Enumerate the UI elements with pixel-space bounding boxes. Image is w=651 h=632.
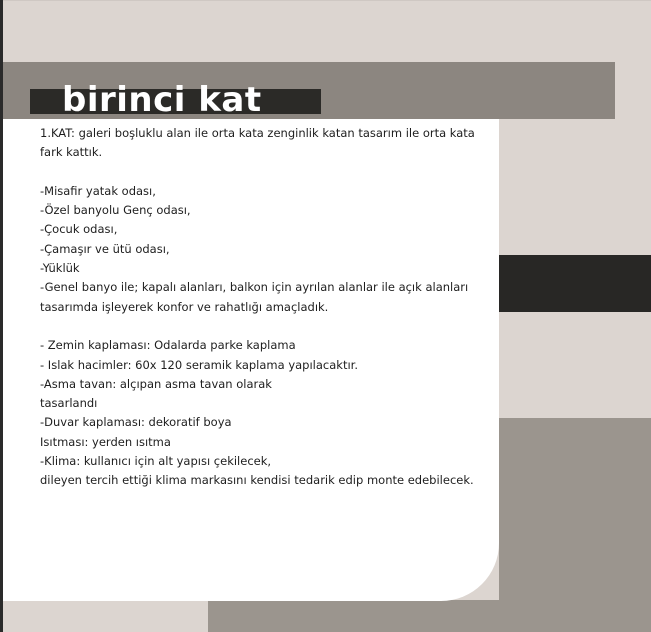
text-line: - Islak hacimler: 60x 120 seramik kaplama yapılacaktır. [40, 357, 358, 372]
text-line: fark kattık. [40, 145, 103, 160]
text-line: 1.KAT: galeri boşluklu alan ile orta kata zenginlik katan tasarım ile orta kata [40, 126, 475, 140]
text-line: -Misafir yatak odası, [40, 183, 156, 198]
text-line: Isıtması: yerden ısıtma [40, 434, 171, 449]
text-line: -Çamaşır ve ütü odası, [40, 241, 170, 256]
page-title: birinci kat [62, 80, 262, 120]
dark-accent-band [499, 255, 651, 312]
text-line: tasarımda işleyerek konfor ve rahatlığı amaçladık. [40, 299, 329, 314]
top-edge [0, 0, 651, 1]
text-line: -Klima: kullanıcı için alt yapısı çekilecek, [40, 454, 272, 469]
text-line: -Yüklük [40, 261, 80, 276]
bottom-strip [208, 600, 651, 632]
text-line: -Duvar kaplaması: dekoratif boya [40, 415, 232, 430]
text-line: - Zemin kaplaması: Odalarda parke kaplama [40, 338, 296, 353]
text-line: -Çocuk odası, [40, 222, 118, 237]
text-line: -Asma tavan: alçıpan asma tavan olarak [40, 376, 272, 391]
blank-line [40, 163, 480, 182]
text-line: tasarlandı [40, 396, 98, 411]
text-line: dileyen tercih ettiği klima markasını kendisi tedarik edip monte edebilecek. [40, 473, 474, 488]
blank-line [40, 317, 480, 336]
description-text [40, 124, 480, 491]
text-line: -Genel banyo ile; kapalı alanları, balkon için ayrılan alanlar ile açık alanları [40, 280, 469, 295]
text-line: -Özel banyolu Genç odası, [40, 203, 191, 218]
